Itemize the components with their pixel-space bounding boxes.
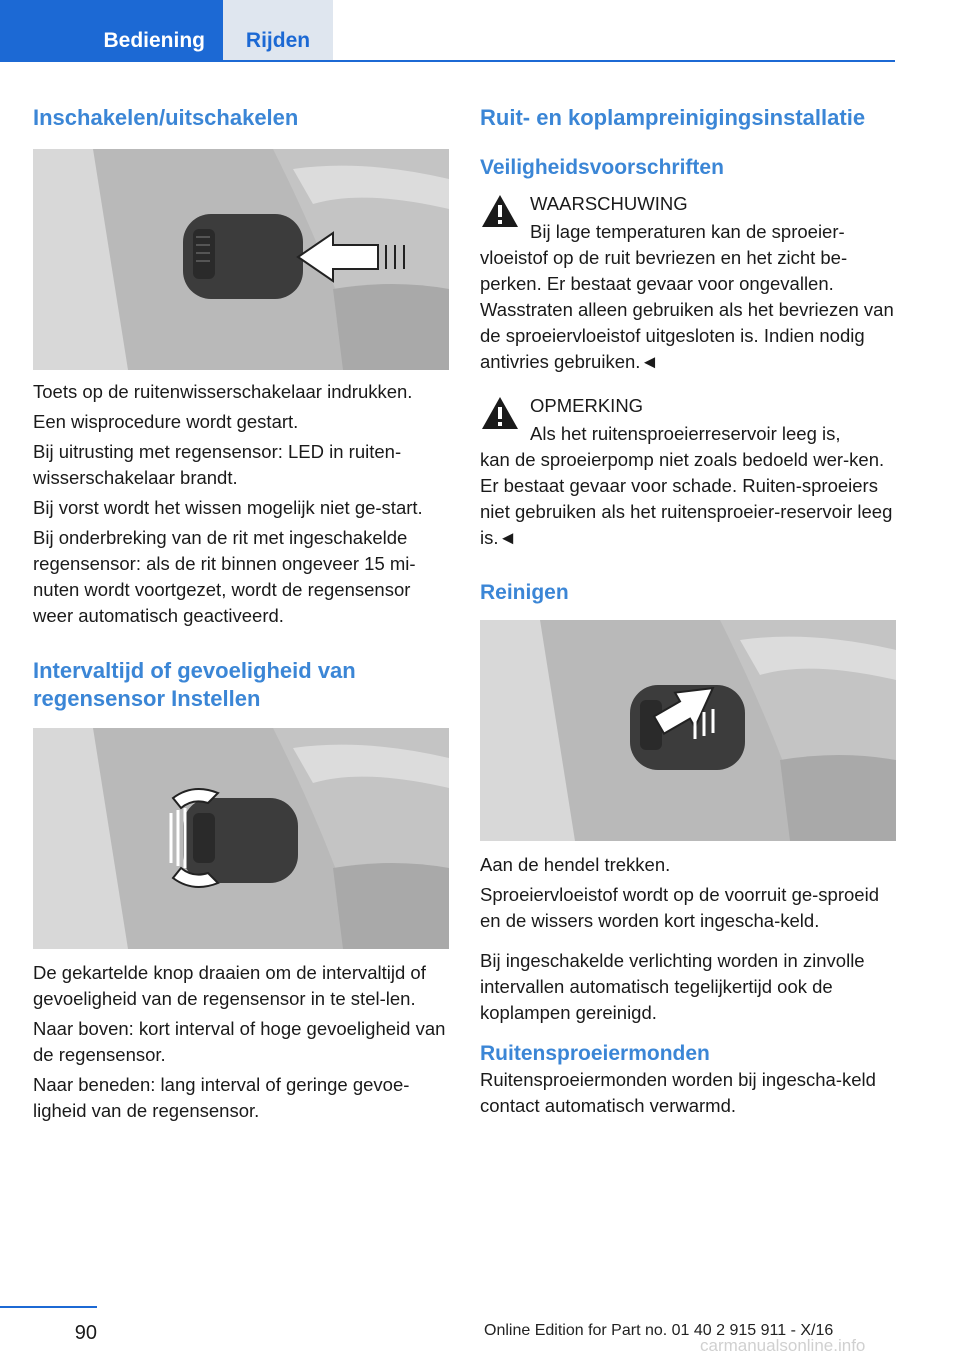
- section-heading-switch: Inschakelen/uitschakelen: [33, 105, 299, 130]
- section-heading-interval: Intervaltijd of gevoeligheid van regensensor Instellen: [33, 658, 356, 711]
- text-frost-note: Bij vorst wordt het wissen mogelijk niet ge-start.: [33, 497, 423, 518]
- chapter-tabbar: [0, 0, 895, 62]
- tab-underline: [0, 60, 895, 62]
- warning-triangle-icon: [480, 193, 520, 229]
- wiper-stalk-illustration: [33, 149, 449, 370]
- figure-pull-lever: [480, 620, 896, 841]
- note-body: kan de sproeierpomp niet zoals bedoeld wer-ken. Er bestaat gevaar voor schade. Ruiten-sproeiers niet gebruiken als het ruitensproeier-reservoir leeg is.◄: [480, 449, 893, 548]
- knurled-knob-illustration: [33, 728, 449, 949]
- note-first-line: Als het ruitensproeierreservoir leeg is,: [530, 423, 841, 444]
- right-column: [480, 100, 896, 1119]
- warning-triangle-icon: [480, 395, 520, 431]
- subheading-safety: Veiligheidsvoorschriften: [480, 156, 724, 179]
- text-turn-up: Naar boven: kort interval of hoge gevoeligheid van de regensensor.: [33, 1018, 446, 1065]
- page-number: 90: [0, 1306, 97, 1345]
- watermark: carmanualsonline.info: [700, 1336, 866, 1355]
- warning-first-line: Bij lage temperaturen kan de sproeier-: [530, 221, 845, 242]
- edition-text: Online Edition for Part no. 01 40 2 915 911 - X/16: [484, 1322, 834, 1339]
- text-nozzles-heated: Ruitensproeiermonden worden bij ingescha-keld contact automatisch verwarmd.: [480, 1069, 876, 1116]
- note-block: [480, 393, 896, 551]
- text-interruption-note: Bij onderbreking van de rit met ingeschakelde regensensor: als de rit binnen ongeveer 15 mi-nuten wordt voortgezet, wordt de regensensor weer automatisch geactiveerd.: [33, 527, 416, 626]
- tab-bediening[interactable]: Bediening: [0, 0, 223, 60]
- text-press-switch: Toets op de ruitenwisserschakelaar indrukken.: [33, 381, 413, 402]
- text-rain-sensor-led: Bij uitrusting met regensensor: LED in ruiten-wisserschakelaar brandt.: [33, 441, 402, 488]
- subheading-cleaning: Reinigen: [480, 581, 569, 604]
- text-turn-knob: De gekartelde knop draaien om de intervaltijd of gevoeligheid van de regensensor in te stel-len.: [33, 962, 426, 1009]
- left-column: [33, 100, 449, 1124]
- warning-title: WAARSCHUWING: [530, 193, 688, 214]
- text-spray-fluid: Sproeiervloeistof wordt op de voorruit ge-sproeid en de wissers worden kort ingescha-keld.: [480, 884, 879, 931]
- figure-knurled-knob: [33, 728, 449, 949]
- pull-lever-illustration: [480, 620, 896, 841]
- warning-body: vloeistof op de ruit bevriezen en het zicht be-perken. Er bestaat gevaar voor ongevallen. Wasstraten alleen gebruiken als het bevriezen van de sproeiervloeistof uitgesloten is. Indien nodig antivries gebruiken.◄: [480, 247, 894, 372]
- tab-rijden[interactable]: Rijden: [223, 0, 333, 60]
- figure-wiper-stalk-press: [33, 149, 449, 370]
- section-heading-washer: Ruit- en koplampreinigingsinstallatie: [480, 105, 866, 130]
- text-wipe-started: Een wisprocedure wordt gestart.: [33, 411, 299, 432]
- text-headlamp-cleaning: Bij ingeschakelde verlichting worden in zinvolle intervallen automatisch tegelijkertijd ook de koplampen gereinigd.: [480, 950, 865, 1023]
- text-turn-down: Naar beneden: lang interval of geringe gevoe-ligheid van de regensensor.: [33, 1074, 410, 1121]
- text-pull-lever: Aan de hendel trekken.: [480, 854, 671, 875]
- subheading-nozzles: Ruitensproeiermonden: [480, 1042, 710, 1065]
- note-title: OPMERKING: [530, 395, 644, 416]
- warning-block: [480, 191, 896, 375]
